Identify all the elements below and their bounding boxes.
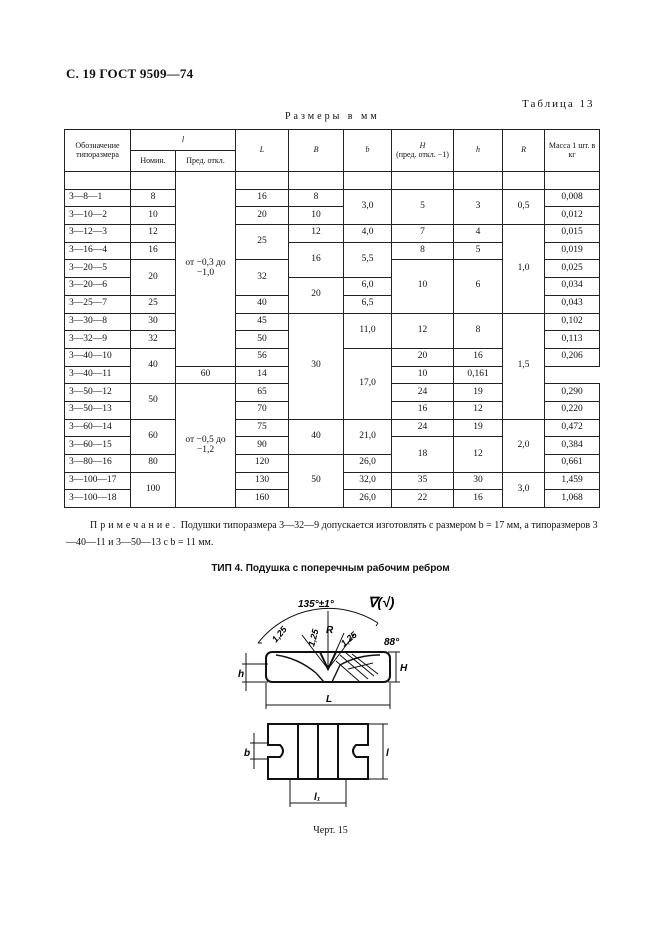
table-row: 3—40—10 40 56 17,0 20 16 0,206 xyxy=(65,348,600,366)
table-row: 3—30—8 30 45 30 11,0 12 8 1,5 0,102 xyxy=(65,313,600,331)
table-row: 3—80—16 80 120 50 26,0 0,661 xyxy=(65,455,600,473)
l1-label: l₁ xyxy=(314,792,321,803)
page-header: С. 19 ГОСТ 9509—74 xyxy=(66,66,194,81)
table-row: 3—100—17 100 130 32,0 35 30 3,0 1,459 xyxy=(65,472,600,490)
table-row: 3—50—12 50 от −0,5 до −1,2 65 24 19 0,290 xyxy=(65,384,600,402)
col-designation: Обозначение типоразмера xyxy=(65,130,131,172)
note-text: Подушки типоразмера 3—32—9 допускается изготовлять с размером b = 17 мм, а типоразмеров 3—40—11 и 3—50—13 с b = 11 мм. xyxy=(66,520,598,548)
col-l-dev: Пред. откл. xyxy=(176,151,236,172)
col-H: H xyxy=(419,141,426,151)
radius-label-c: 1,25 xyxy=(338,629,359,649)
table-row: 3—60—15 90 18 12 0,384 xyxy=(65,437,600,455)
table-row: 3—12—3 12 25 12 4,0 7 4 1,0 0,015 xyxy=(65,225,600,243)
col-B: B xyxy=(313,145,319,155)
radius-label-b: 1,25 xyxy=(306,627,321,648)
table-note xyxy=(66,517,601,551)
table-row: 3—100—18 160 26,0 22 16 1,068 xyxy=(65,490,600,508)
angle88-label: 88° xyxy=(384,637,400,648)
H-label: H xyxy=(400,663,408,674)
l-label: l xyxy=(386,748,389,759)
h-label: h xyxy=(238,669,245,680)
table-row: 3—10—2 10 20 10 0,012 xyxy=(65,207,600,225)
table-row: 3—50—13 70 16 12 0,220 xyxy=(65,401,600,419)
b-label: b xyxy=(244,748,251,759)
table-row: 3—20—6 20 6,0 0,034 xyxy=(65,278,600,296)
pad-drawing xyxy=(228,583,428,819)
roughness-symbol: ∇(√) xyxy=(368,594,395,610)
table-row: 3—16—4 16 16 5,5 8 5 0,019 xyxy=(65,242,600,260)
col-h: h xyxy=(476,145,481,155)
note-label: Примечание. xyxy=(90,520,179,531)
angle-label: 135°±1° xyxy=(298,599,334,610)
table-row: 3—40—11 60 14 10 0,161 xyxy=(65,366,600,384)
units-label: Размеры в мм xyxy=(285,111,380,122)
table-row: 3—60—14 60 75 40 21,0 24 19 2,0 0,472 xyxy=(65,419,600,437)
col-l-nom: Номин. xyxy=(131,151,176,172)
radius-label-a: 1,25 xyxy=(269,624,289,645)
table-row: 3—25—7 25 40 6,5 0,043 xyxy=(65,295,600,313)
col-H-dev: (пред. откл. −1) xyxy=(396,149,449,159)
col-L: L xyxy=(259,145,265,155)
col-b: b xyxy=(365,145,370,155)
table-row: 3—32—9 32 50 0,113 xyxy=(65,331,600,349)
section-heading: ТИП 4. Подушка с поперечным рабочим ребром xyxy=(211,563,450,574)
table-label: Таблица 13 xyxy=(522,98,595,110)
col-R: R xyxy=(521,145,526,155)
col-mass: Масса 1 шт. в кг xyxy=(545,130,600,172)
dimensions-table xyxy=(64,129,600,508)
L-label: L xyxy=(326,694,333,705)
r-label: R xyxy=(326,625,334,636)
figure-caption: Черт. 15 xyxy=(313,825,348,836)
col-l: l xyxy=(181,134,185,144)
table-row: 3—8—1 8 16 8 3,0 5 3 0,5 0,008 xyxy=(65,189,600,207)
table-row: 3—20—5 20 32 10 6 0,025 xyxy=(65,260,600,278)
dev-cell: от −0,5 до −1,2 xyxy=(176,384,236,508)
dev-cell: от −0,3 до −1,0 xyxy=(176,172,236,367)
